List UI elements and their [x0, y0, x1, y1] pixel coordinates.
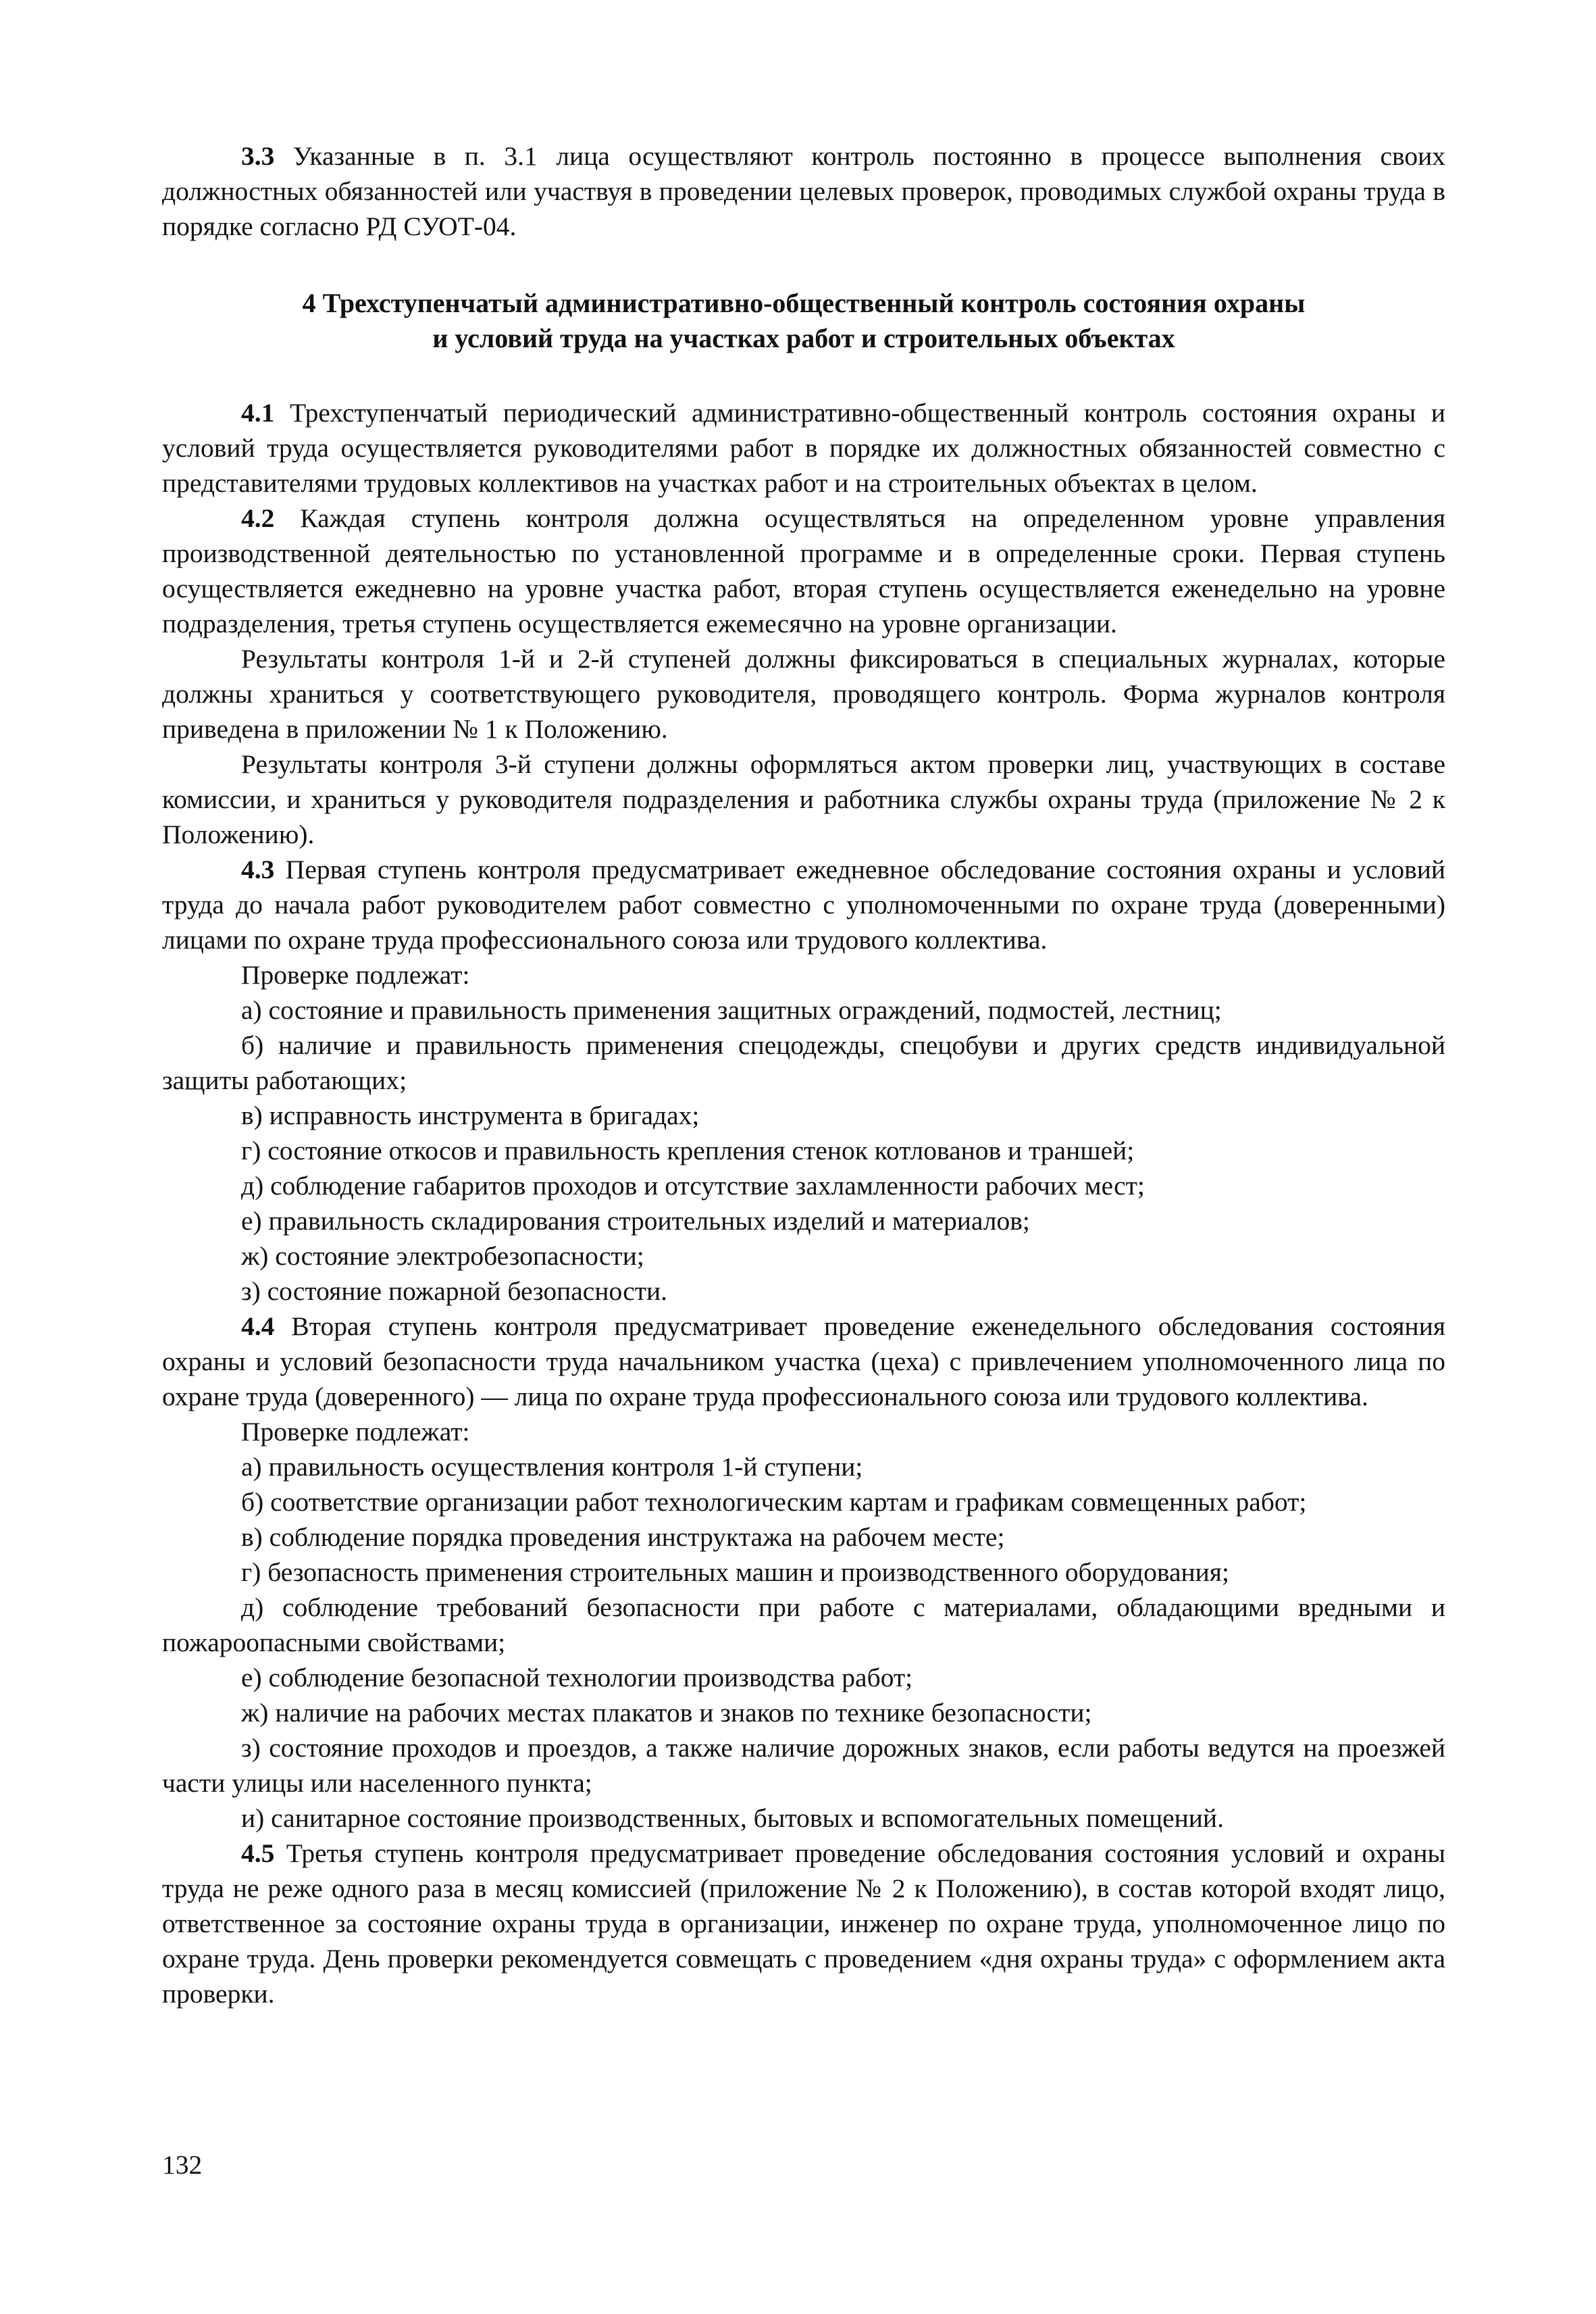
list-item: в) исправность инструмента в бригадах; [241, 1101, 700, 1130]
list-item: д) соблюдение требований безопасности при работе с материалами, обладающими вредными и пожароопасными свойствами; [162, 1592, 1445, 1657]
paragraph-4-3 [162, 852, 1445, 957]
clause-number: 4.2 [241, 503, 275, 533]
list-item: д) соблюдение габаритов проходов и отсутствие захламленности рабочих мест; [241, 1171, 1145, 1201]
list-item: б) наличие и правильность применения спецодежды, спецобуви и других средств индивидуальной защиты работающих; [162, 1030, 1445, 1095]
paragraph-3-3 [162, 139, 1445, 244]
clause-text: Вторая ступень контроля предусматривает проведение еженедельного обследования состояния охраны и условий безопасности труда начальником участка (цеха) с привлечением уполномоченного лица по охране труда (доверенного) — лица по охране труда профессионального союза или трудового коллектива. [162, 1311, 1445, 1411]
list-item: а) правильность осуществления контроля 1-й ступени; [241, 1452, 863, 1482]
check-label: Проверке подлежат: [241, 1417, 470, 1447]
page-number: 132 [162, 2150, 203, 2180]
clause-text: Третья ступень контроля предусматривает проведение обследования состояния условий и охраны труда не реже одного раза в месяц комиссией (приложение № 2 к Положению), в состав которой входят лицо, ответственное за состояние охраны труда в организации, инженер по охране труда, уполномоченное лицо по охране труда. День проверки рекомендуется совмещать с проведением «дня охраны труда» с оформлением акта проверки. [162, 1838, 1445, 2009]
list-item: ж) наличие на рабочих местах плакатов и знаков по технике безопасности; [241, 1698, 1092, 1728]
paragraph-4-1 [162, 395, 1445, 501]
paragraph-4-4 [162, 1309, 1445, 1414]
list-item: г) состояние откосов и правильность крепления стенок котлованов и траншей; [241, 1136, 1135, 1165]
clause-text: Трехступенчатый периодический административно-общественный контроль состояния охраны и условий труда осуществляется руководителями работ в порядке их должностных обязанностей совместно с представителями трудовых коллективов на участках работ и на строительных объектах в целом. [162, 398, 1445, 498]
section-4-heading [162, 286, 1445, 356]
clause-number: 3.3 [241, 141, 275, 171]
clause-number: 4.4 [241, 1311, 275, 1341]
list-item: з) состояние пожарной безопасности. [241, 1276, 667, 1306]
clause-text: Указанные в п. 3.1 лица осуществляют контроль постоянно в процессе выполнения своих должностных обязанностей или участвуя в проведении целевых проверок, проводимых службой охраны труда в порядке согласно РД СУОТ-04. [162, 141, 1445, 241]
list-item: и) санитарное состояние производственных, бытовых и вспомогательных помещений. [241, 1803, 1224, 1833]
clause-text: Каждая ступень контроля должна осуществляться на определенном уровне управления производственной деятельностью по установленной программе и в определенные сроки. Первая ступень осуществляется ежедневно на уровне участка работ, вторая ступень осуществляется еженедельно на уровне подразделения, третья ступень осуществляется ежемесячно на уровне организации. [162, 503, 1445, 638]
paragraph-results-1-2: Результаты контроля 1-й и 2-й ступеней должны фиксироваться в специальных журналах, которые должны храниться у соответствующего руководителя, проводящего контроль. Форма журналов контроля приведена в приложении № 1 к Положению. [162, 644, 1445, 744]
list-item: а) состояние и правильность применения защитных ограждений, подмостей, лестниц; [241, 995, 1222, 1025]
clause-text: Первая ступень контроля предусматривает ежедневное обследование состояния охраны и условий труда до начала работ руководителем работ совместно с уполномоченными по охране труда (доверенными) лицами по охране труда профессионального союза или трудового коллектива. [162, 855, 1445, 955]
list-item: е) правильность складирования строительных изделий и материалов; [241, 1206, 1030, 1236]
list-item: з) состояние проходов и проездов, а также наличие дорожных знаков, если работы ведутся на проезжей части улицы или населенного пункта; [162, 1733, 1445, 1798]
list-item: б) соответствие организации работ технологическим картам и графикам совмещенных работ; [241, 1487, 1307, 1517]
paragraph-results-3: Результаты контроля 3-й ступени должны оформляться актом проверки лиц, участвующих в составе комиссии, и храниться у руководителя подразделения и работника службы охраны труда (приложение № 2 к Положению). [162, 749, 1445, 849]
document-page [162, 139, 1445, 2011]
heading-line-2: и условий труда на участках работ и строительных объектах [432, 323, 1175, 353]
check-label: Проверке подлежат: [241, 960, 470, 990]
paragraph-4-5 [162, 1836, 1445, 2011]
list-item: ж) состояние электробезопасности; [241, 1241, 644, 1271]
clause-number: 4.5 [241, 1838, 275, 1868]
list-item: в) соблюдение порядка проведения инструктажа на рабочем месте; [241, 1522, 1005, 1552]
clause-number: 4.3 [241, 855, 275, 884]
list-item: е) соблюдение безопасной технологии производства работ; [241, 1663, 913, 1692]
list-item: г) безопасность применения строительных машин и производственного оборудования; [241, 1557, 1229, 1587]
paragraph-4-2 [162, 501, 1445, 641]
heading-line-1: 4 Трехступенчатый административно-общественный контроль состояния охраны [302, 288, 1306, 318]
clause-number: 4.1 [241, 398, 275, 428]
